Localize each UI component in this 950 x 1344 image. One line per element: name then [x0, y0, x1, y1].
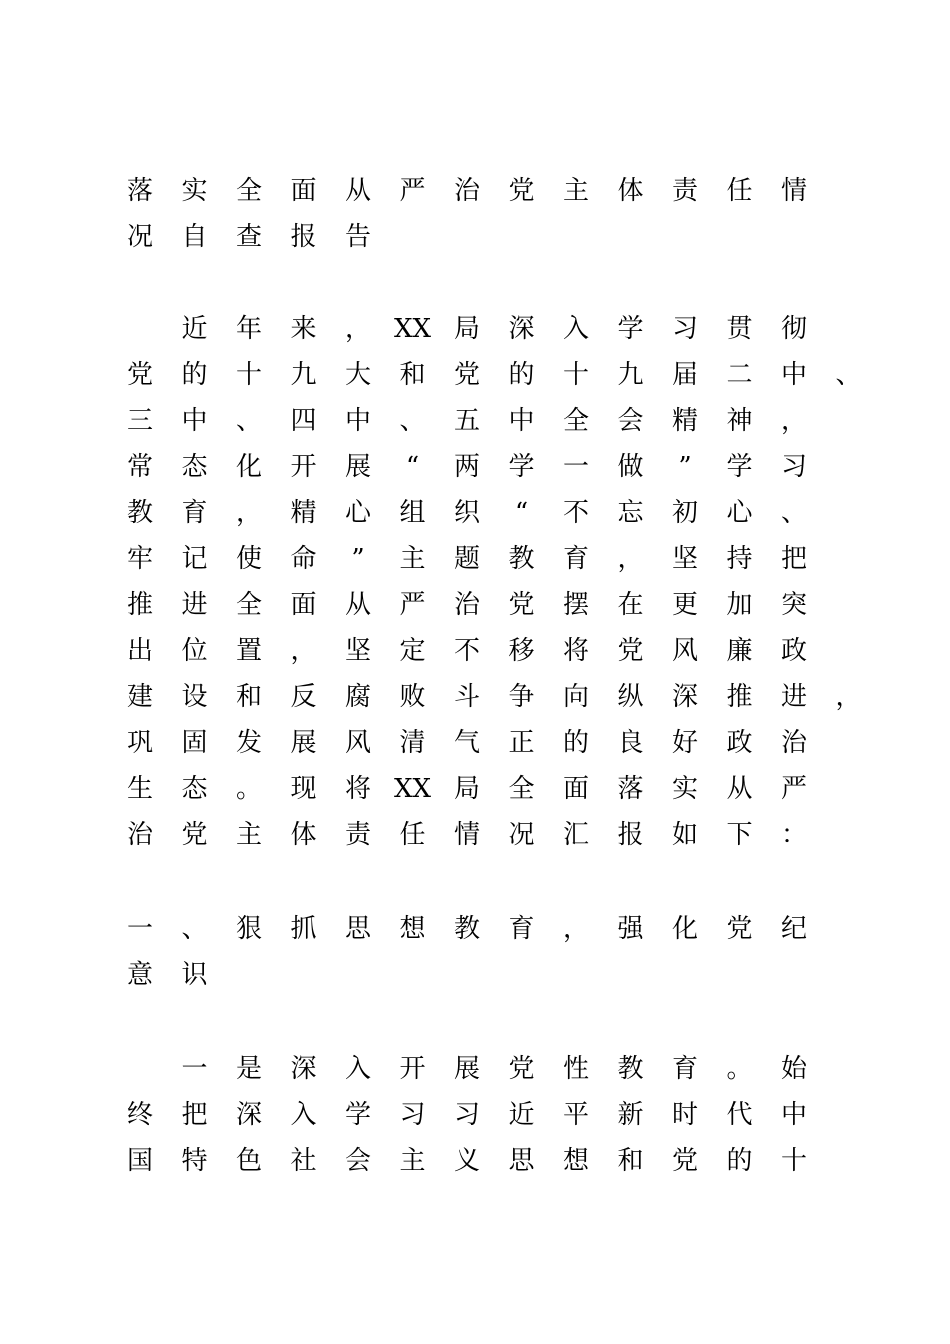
text-glyph: 识	[181, 960, 208, 990]
text-line	[0, 536, 950, 582]
text-glyph: 的	[726, 1146, 753, 1176]
text-glyph: 全	[235, 590, 262, 620]
text-glyph: ，	[562, 914, 589, 944]
text-glyph: 全	[508, 774, 535, 804]
text-glyph: 不	[453, 636, 480, 666]
text-glyph: 育	[508, 914, 535, 944]
text-line	[0, 214, 950, 260]
text-glyph: 色	[235, 1146, 262, 1176]
text-glyph: 发	[235, 728, 262, 758]
text-glyph: 入	[562, 314, 589, 344]
text-glyph: 治	[453, 590, 480, 620]
text-glyph: 突	[780, 590, 807, 620]
text-line	[0, 582, 950, 628]
text-glyph: 严	[780, 774, 807, 804]
text-glyph: 将	[344, 774, 371, 804]
text-glyph: 位	[181, 636, 208, 666]
text-glyph: 中	[344, 406, 371, 436]
text-glyph: 持	[726, 544, 753, 574]
text-glyph: 从	[726, 774, 753, 804]
text-glyph: 生	[126, 774, 153, 804]
text-glyph: 习	[671, 314, 698, 344]
text-glyph: 和	[235, 682, 262, 712]
text-glyph: 义	[453, 1146, 480, 1176]
text-glyph: 面	[290, 590, 317, 620]
text-glyph: 固	[181, 728, 208, 758]
text-glyph: 态	[181, 774, 208, 804]
text-glyph: 大	[344, 360, 371, 390]
text-glyph: 代	[726, 1100, 753, 1130]
text-glyph: 纪	[780, 914, 807, 944]
text-glyph: 风	[671, 636, 698, 666]
text-glyph: 展	[290, 728, 317, 758]
text-glyph: 教	[453, 914, 480, 944]
text-glyph: 治	[126, 820, 153, 850]
text-glyph: 责	[671, 176, 698, 206]
text-glyph: 届	[671, 360, 698, 390]
text-line	[0, 674, 950, 720]
text-glyph: 体	[290, 820, 317, 850]
text-glyph: 责	[344, 820, 371, 850]
text-glyph: 学	[508, 452, 535, 482]
text-glyph: 强	[617, 914, 644, 944]
text-glyph: 记	[181, 544, 208, 574]
text-glyph: 心	[726, 498, 753, 528]
text-glyph: 深	[235, 1100, 262, 1130]
text-glyph: 牢	[126, 544, 153, 574]
text-glyph: 气	[453, 728, 480, 758]
text-glyph: 教	[508, 544, 535, 574]
text-glyph: 开	[290, 452, 317, 482]
text-glyph: 情	[453, 820, 480, 850]
text-glyph: 从	[344, 590, 371, 620]
text-glyph: 中	[780, 1100, 807, 1130]
text-glyph: 五	[453, 406, 480, 436]
text-line	[0, 352, 950, 398]
text-glyph: XX	[393, 314, 432, 344]
text-glyph: 局	[453, 314, 480, 344]
text-line	[0, 1046, 950, 1092]
text-glyph: 报	[290, 222, 317, 252]
text-glyph: 实	[671, 774, 698, 804]
text-glyph: 组	[399, 498, 426, 528]
text-glyph: 主	[399, 544, 426, 574]
text-glyph: 汇	[562, 820, 589, 850]
text-glyph: 、	[181, 914, 208, 944]
text-glyph: ，	[344, 314, 371, 344]
text-glyph: 巩	[126, 728, 153, 758]
text-glyph: 习	[453, 1100, 480, 1130]
text-glyph: 任	[399, 820, 426, 850]
text-glyph: 织	[453, 498, 480, 528]
text-glyph: 和	[617, 1146, 644, 1176]
text-glyph: 推	[126, 590, 153, 620]
text-glyph: 局	[453, 774, 480, 804]
text-glyph: 十	[562, 360, 589, 390]
text-glyph: 开	[399, 1054, 426, 1084]
text-line	[0, 720, 950, 766]
text-glyph: 思	[508, 1146, 535, 1176]
text-glyph: 推	[726, 682, 753, 712]
text-glyph: 意	[126, 960, 153, 990]
text-glyph: 入	[290, 1100, 317, 1130]
text-glyph: 的	[181, 360, 208, 390]
text-glyph: 、	[399, 406, 426, 436]
text-glyph: ”	[678, 452, 692, 482]
text-glyph: 学	[726, 452, 753, 482]
text-glyph: 深	[290, 1054, 317, 1084]
text-glyph: 设	[181, 682, 208, 712]
text-line	[0, 444, 950, 490]
text-glyph: 十	[235, 360, 262, 390]
text-glyph: 进	[780, 682, 807, 712]
text-glyph: 定	[399, 636, 426, 666]
text-glyph: 、	[780, 498, 807, 528]
text-glyph: 年	[235, 314, 262, 344]
text-glyph: 四	[290, 406, 317, 436]
text-glyph: 题	[453, 544, 480, 574]
text-glyph: ，	[835, 682, 862, 712]
text-glyph: ，	[780, 406, 807, 436]
text-glyph: 化	[235, 452, 262, 482]
text-glyph: 况	[508, 820, 535, 850]
text-glyph: 育	[181, 498, 208, 528]
text-glyph: 一	[562, 452, 589, 482]
text-glyph: 特	[181, 1146, 208, 1176]
text-line	[0, 306, 950, 352]
text-glyph: 移	[508, 636, 535, 666]
text-glyph: 神	[726, 406, 753, 436]
text-glyph: 自	[181, 222, 208, 252]
text-glyph: 严	[399, 590, 426, 620]
text-glyph: 斗	[453, 682, 480, 712]
text-glyph: 展	[344, 452, 371, 482]
text-glyph: 把	[780, 544, 807, 574]
text-line	[0, 490, 950, 536]
text-glyph: 入	[344, 1054, 371, 1084]
text-glyph: 面	[290, 176, 317, 206]
text-glyph: 抓	[290, 914, 317, 944]
text-glyph: 中	[780, 360, 807, 390]
text-glyph: 更	[671, 590, 698, 620]
text-glyph: 下	[726, 820, 753, 850]
text-glyph: 是	[235, 1054, 262, 1084]
text-glyph: 不	[562, 498, 589, 528]
text-line	[0, 952, 950, 998]
text-glyph: 面	[562, 774, 589, 804]
text-glyph: 近	[508, 1100, 535, 1130]
text-line	[0, 1138, 950, 1184]
text-glyph: ：	[780, 820, 807, 850]
text-glyph: 两	[453, 452, 480, 482]
text-glyph: 做	[617, 452, 644, 482]
text-glyph: 党	[617, 636, 644, 666]
text-glyph: 良	[617, 728, 644, 758]
text-glyph: 政	[726, 728, 753, 758]
text-glyph: 教	[126, 498, 153, 528]
text-glyph: 败	[399, 682, 426, 712]
text-glyph: 终	[126, 1100, 153, 1130]
text-glyph: 彻	[780, 314, 807, 344]
text-line	[0, 168, 950, 214]
text-line	[0, 398, 950, 444]
text-glyph: 中	[508, 406, 535, 436]
text-glyph: 使	[235, 544, 262, 574]
text-glyph: 争	[508, 682, 535, 712]
text-glyph: 精	[290, 498, 317, 528]
text-glyph: 育	[562, 544, 589, 574]
text-glyph: 任	[726, 176, 753, 206]
text-glyph: 在	[617, 590, 644, 620]
text-glyph: 育	[671, 1054, 698, 1084]
text-glyph: 党	[126, 360, 153, 390]
text-glyph: 会	[344, 1146, 371, 1176]
text-glyph: 纵	[617, 682, 644, 712]
text-glyph: 将	[562, 636, 589, 666]
text-glyph: 。	[235, 774, 262, 804]
text-glyph: 出	[126, 636, 153, 666]
text-glyph: 党	[508, 590, 535, 620]
text-line	[0, 1092, 950, 1138]
text-glyph: 党	[508, 176, 535, 206]
text-glyph: 近	[181, 314, 208, 344]
text-glyph: 命	[290, 544, 317, 574]
text-glyph: 想	[562, 1146, 589, 1176]
text-glyph: 贯	[726, 314, 753, 344]
text-glyph: 化	[671, 914, 698, 944]
text-glyph: 九	[290, 360, 317, 390]
text-glyph: 主	[235, 820, 262, 850]
text-glyph: 、	[835, 360, 862, 390]
text-glyph: 习	[780, 452, 807, 482]
text-glyph: 学	[617, 314, 644, 344]
text-glyph: 思	[344, 914, 371, 944]
text-glyph: 全	[235, 176, 262, 206]
text-glyph: 如	[671, 820, 698, 850]
text-glyph: 主	[399, 1146, 426, 1176]
text-glyph: 正	[508, 728, 535, 758]
text-glyph: 党	[726, 914, 753, 944]
text-glyph: ，	[617, 544, 644, 574]
text-glyph: 治	[453, 176, 480, 206]
text-glyph: 坚	[671, 544, 698, 574]
text-glyph: 平	[562, 1100, 589, 1130]
text-glyph: 深	[508, 314, 535, 344]
text-glyph: 的	[562, 728, 589, 758]
text-glyph: 一	[126, 914, 153, 944]
text-glyph: 党	[671, 1146, 698, 1176]
text-glyph: 。	[726, 1054, 753, 1084]
text-glyph: 坚	[344, 636, 371, 666]
text-glyph: 廉	[726, 636, 753, 666]
text-glyph: 态	[181, 452, 208, 482]
text-line	[0, 906, 950, 952]
text-glyph: “	[514, 498, 529, 528]
text-glyph: 好	[671, 728, 698, 758]
text-glyph: 时	[671, 1100, 698, 1130]
text-glyph: 现	[290, 774, 317, 804]
text-glyph: 十	[780, 1146, 807, 1176]
text-glyph: 教	[617, 1054, 644, 1084]
text-glyph: 情	[780, 176, 807, 206]
text-glyph: 从	[344, 176, 371, 206]
text-glyph: 党	[181, 820, 208, 850]
text-glyph: 腐	[344, 682, 371, 712]
text-glyph: 展	[453, 1054, 480, 1084]
text-glyph: 中	[181, 406, 208, 436]
text-glyph: 严	[399, 176, 426, 206]
text-glyph: 摆	[562, 590, 589, 620]
text-glyph: 主	[562, 176, 589, 206]
text-glyph: 性	[562, 1054, 589, 1084]
text-glyph: 全	[562, 406, 589, 436]
text-glyph: 建	[126, 682, 153, 712]
text-glyph: 狠	[235, 914, 262, 944]
text-glyph: 落	[617, 774, 644, 804]
text-glyph: 加	[726, 590, 753, 620]
text-glyph: 国	[126, 1146, 153, 1176]
text-glyph: 党	[453, 360, 480, 390]
text-glyph: 三	[126, 406, 153, 436]
text-glyph: 想	[399, 914, 426, 944]
text-glyph: 体	[617, 176, 644, 206]
text-glyph: ，	[235, 498, 262, 528]
text-glyph: 落	[126, 176, 153, 206]
text-glyph: 置	[235, 636, 262, 666]
text-glyph: 实	[181, 176, 208, 206]
text-glyph: 风	[344, 728, 371, 758]
text-glyph: 来	[290, 314, 317, 344]
text-glyph: ，	[290, 636, 317, 666]
text-glyph: 进	[181, 590, 208, 620]
text-line	[0, 812, 950, 858]
text-glyph: 把	[181, 1100, 208, 1130]
text-glyph: 治	[780, 728, 807, 758]
text-glyph: 报	[617, 820, 644, 850]
text-glyph: ”	[351, 544, 365, 574]
text-glyph: 始	[780, 1054, 807, 1084]
text-glyph: 清	[399, 728, 426, 758]
text-glyph: 一	[181, 1054, 208, 1084]
text-glyph: 深	[671, 682, 698, 712]
text-glyph: 忘	[617, 498, 644, 528]
text-glyph: 学	[344, 1100, 371, 1130]
text-glyph: 二	[726, 360, 753, 390]
text-line	[0, 628, 950, 674]
text-glyph: 社	[290, 1146, 317, 1176]
text-glyph: 习	[399, 1100, 426, 1130]
text-glyph: 常	[126, 452, 153, 482]
text-line	[0, 766, 950, 812]
text-glyph: 况	[126, 222, 153, 252]
text-glyph: 政	[780, 636, 807, 666]
text-glyph: “	[405, 452, 420, 482]
text-glyph: 查	[235, 222, 262, 252]
text-glyph: 会	[617, 406, 644, 436]
text-glyph: 和	[399, 360, 426, 390]
text-glyph: 、	[235, 406, 262, 436]
text-glyph: 初	[671, 498, 698, 528]
text-glyph: 精	[671, 406, 698, 436]
text-glyph: 反	[290, 682, 317, 712]
text-glyph: XX	[393, 774, 432, 804]
text-glyph: 新	[617, 1100, 644, 1130]
text-glyph: 党	[508, 1054, 535, 1084]
text-glyph: 向	[562, 682, 589, 712]
text-glyph: 告	[344, 222, 371, 252]
text-glyph: 心	[344, 498, 371, 528]
text-glyph: 的	[508, 360, 535, 390]
text-glyph: 九	[617, 360, 644, 390]
